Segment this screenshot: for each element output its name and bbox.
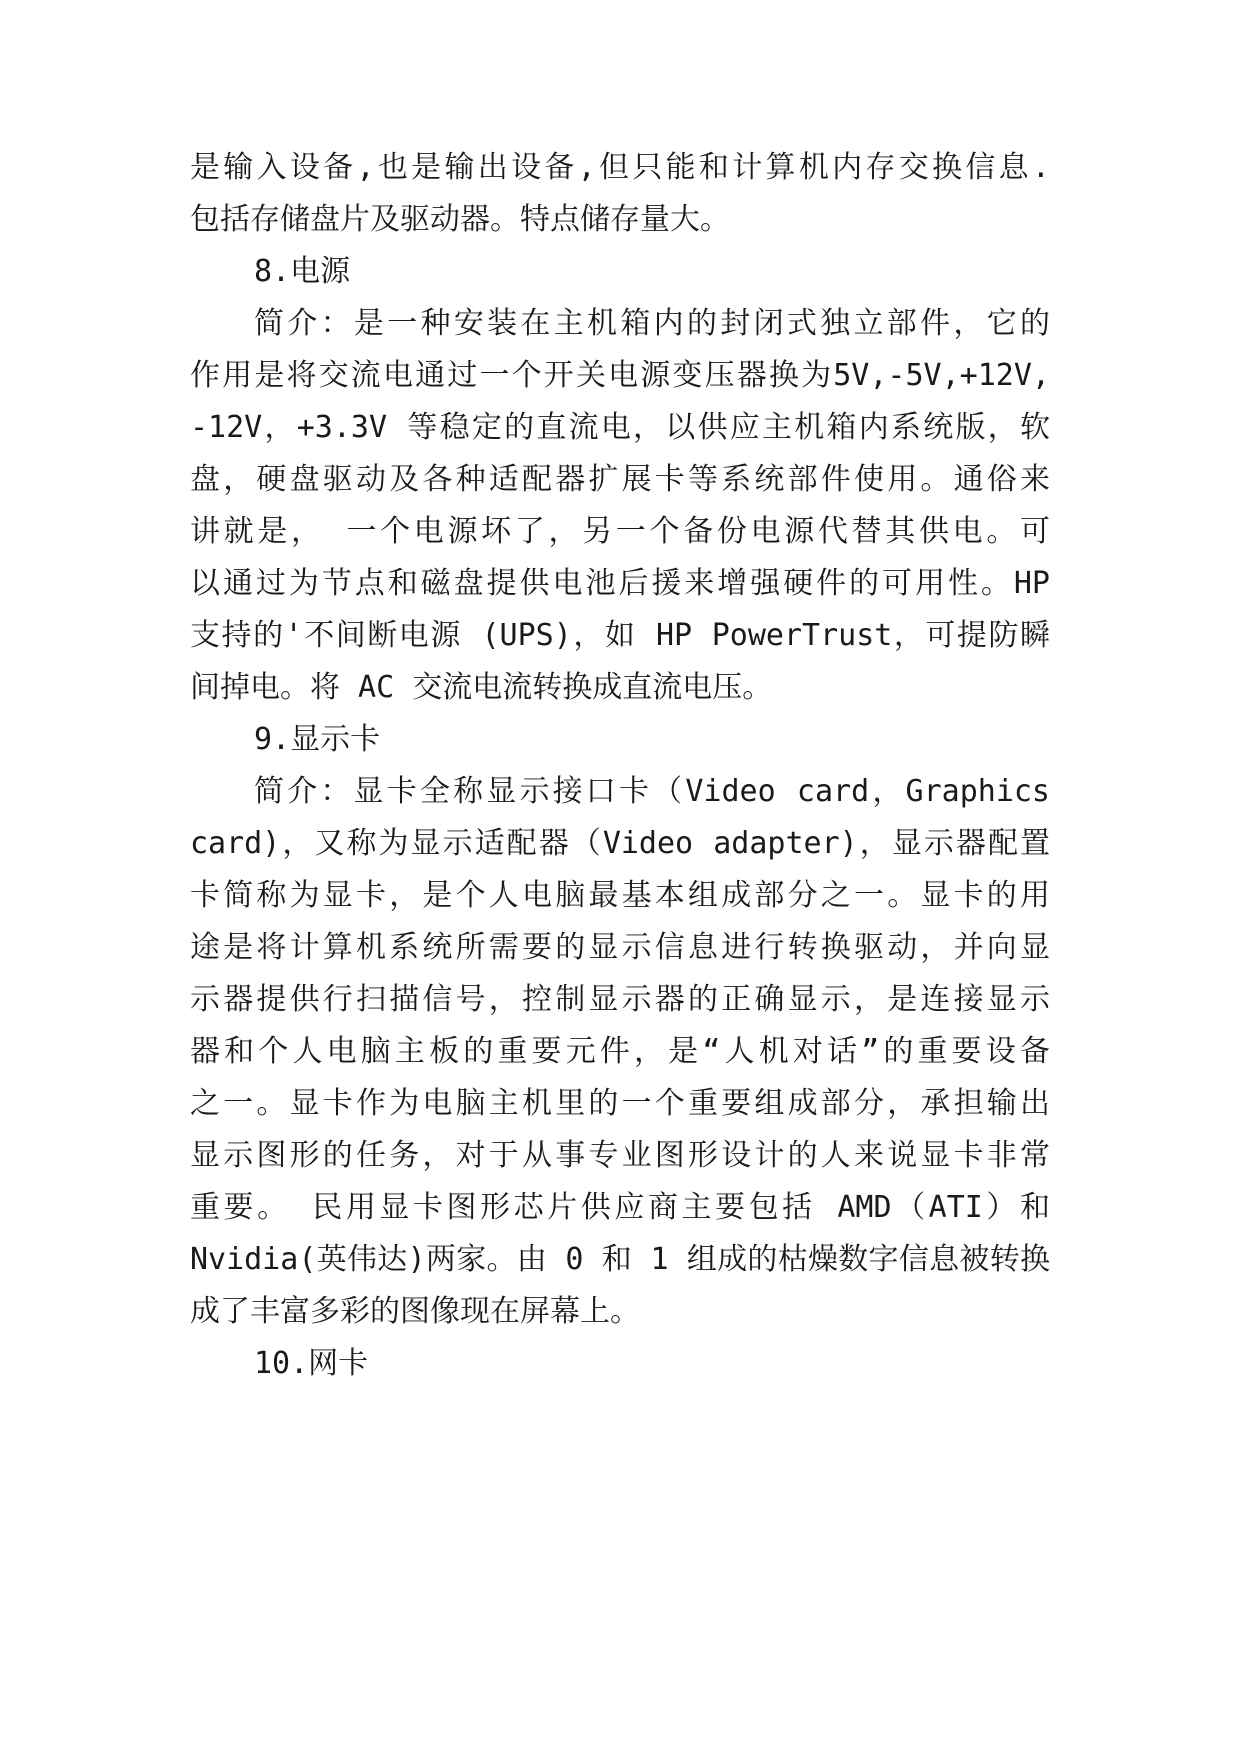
paragraph-line: 简介：是一种安装在主机箱内的封闭式独立部件，它的 [254,306,1050,341]
paragraph-line: 盘，硬盘驱动及各种适配器扩展卡等系统部件使用。通俗来 [190,462,1050,497]
section-heading-power-supply: 8.电源 [254,254,351,289]
paragraph-line: 器和个人电脑主板的重要元件，是“人机对话”的重要设备 [190,1034,1050,1069]
paragraph-line: card)，又称为显示适配器（Video adapter)，显示器配置 [190,826,1050,861]
paragraph-line: 支持的'不间断电源 (UPS)，如 HP PowerTrust，可提防瞬 [190,618,1050,653]
paragraph-line: 示器提供行扫描信号，控制显示器的正确显示，是连接显示 [190,982,1050,1017]
paragraph-line: 途是将计算机系统所需要的显示信息进行转换驱动，并向显 [190,930,1050,965]
paragraph-line: 简介：显卡全称显示接口卡（Video card，Graphics [254,774,1050,809]
section-heading-graphics-card: 9.显示卡 [254,722,381,757]
paragraph-line: 卡简称为显卡，是个人电脑最基本组成部分之一。显卡的用 [190,878,1050,913]
paragraph-line: 作用是将交流电通过一个开关电源变压器换为5V,-5V,+12V, [190,358,1050,393]
section-heading-network-card: 10.网卡 [254,1346,369,1381]
paragraph-line: 是输入设备,也是输出设备,但只能和计算机内存交换信息. [190,150,1050,185]
paragraph-line: 显示图形的任务，对于从事专业图形设计的人来说显卡非常 [190,1138,1050,1173]
paragraph-line: 以通过为节点和磁盘提供电池后援来增强硬件的可用性。HP [190,566,1050,601]
paragraph-line: -12V，+3.3V 等稳定的直流电，以供应主机箱内系统版，软 [190,410,1050,445]
paragraph-line: Nvidia(英伟达)两家。由 0 和 1 组成的枯燥数字信息被转换 [190,1242,1050,1277]
paragraph-line: 包括存储盘片及驱动器。特点储存量大。 [190,202,730,237]
paragraph-line: 间掉电。将 AC 交流电流转换成直流电压。 [190,670,773,705]
paragraph-line: 讲就是， 一个电源坏了，另一个备份电源代替其供电。可 [190,514,1050,549]
paragraph-line: 之一。显卡作为电脑主机里的一个重要组成部分，承担输出 [190,1086,1050,1121]
paragraph-line: 重要。 民用显卡图形芯片供应商主要包括 AMD（ATI）和 [190,1190,1050,1225]
paragraph-line: 成了丰富多彩的图像现在屏幕上。 [190,1294,640,1329]
